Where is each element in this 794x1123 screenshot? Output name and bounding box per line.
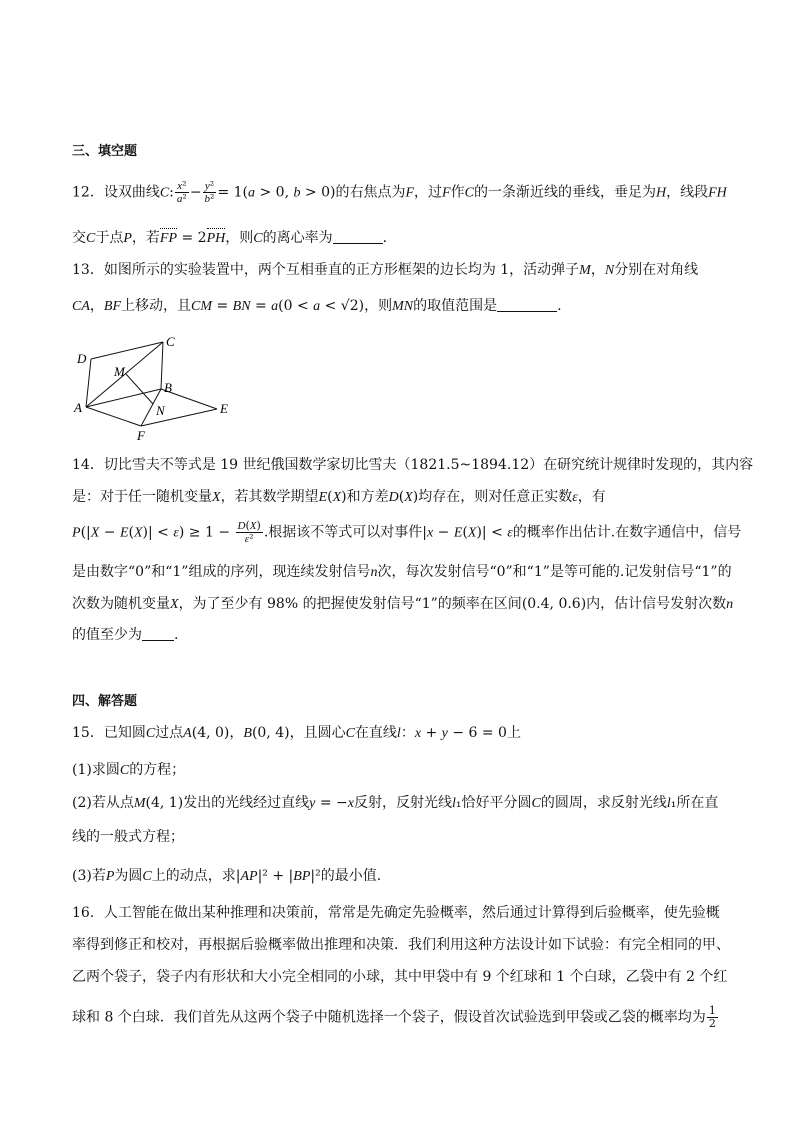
q14-line-1: 14．切比雪夫不等式是 19 世纪俄国数学家切比雪夫（1821.5~1894.12）在研究统计规律时发现的，其内容: [72, 457, 754, 473]
answer-blank-12[interactable]: [333, 229, 383, 244]
q13-line-2: CA，BF上移动，且CM = BN = a(0 < a < √2)，则MN的取值范围是 .: [72, 298, 562, 314]
q16-line-2: 率得到修正和校对，再根据后验概率做出推理和决策．我们利用这种方法设计如下试验：有完全相同的甲、: [72, 937, 730, 953]
figure-label-F: F: [137, 428, 145, 443]
q15-line-4: 线的一般式方程；: [72, 829, 184, 845]
fraction-y2-b2: $\frac{\text{y²}}{\text{b²}}$: [204, 179, 215, 205]
figure-label-C: C: [166, 334, 175, 349]
section-title-fill-in: 三、填空题: [72, 144, 138, 159]
q14-line-4: 是由数字“0”和“1”组成的序列，现连续发射信号n次，每次发射信号“0”和“1”是等可能的.记发射信号“1”的: [72, 564, 732, 580]
q16-line-3: 乙两个袋子，袋子内有形状和大小完全相同的小球，其中甲袋中有 9 个红球和 1 个白球，乙袋中有 2 个红: [72, 969, 728, 985]
q16-line-1: 16．人工智能在做出某种推理和决策前，常常是先确定先验概率，然后通过计算得到后验概率，使先验概: [72, 905, 720, 921]
q14-line-2: 是：对于任一随机变量X，若其数学期望E(X)和方差D(X)均存在，则对任意正实数ε，有: [72, 489, 606, 505]
q15-line-3: (2)若从点M(4, 1)发出的光线经过直线y = −x反射，反射光线l₁恰好平分圆C的圆周，求反射光线l₁所在直: [72, 795, 719, 811]
q15-line-2: (1)求圆C的方程；: [72, 762, 186, 778]
answer-blank-13[interactable]: [497, 297, 557, 312]
q13-figure: [72, 330, 242, 445]
figure-label-B: B: [164, 380, 172, 395]
q15-line-5: (3)若P为圆C上的动点，求|AP|² + |BP|²的最小值.: [72, 868, 382, 884]
fraction-one-half: $\frac{1}{2}$: [708, 1004, 716, 1030]
q16-line-4: 球和 8 个白球．我们首先从这两个袋子中随机选择一个袋子，假设首次试验选到甲袋或乙袋的概率均为 $\frac{1}{2}$: [72, 1004, 716, 1030]
q15-line-1: 15．已知圆C过点A(4, 0)，B(0, 4)，且圆心C在直线l：x + y − 6 = 0上: [72, 725, 521, 741]
figure-label-N: N: [156, 403, 165, 418]
answer-blank-14[interactable]: [142, 626, 174, 641]
figure-label-E: E: [220, 401, 228, 416]
q12-line-1: 12．设双曲线C: $\frac{\text{x²}}{\text{a²}}$ − $\frac{\text{y²}}{\text{b²}}$ = 1(a > 0, b > 0)的右焦点为F，过F作C的一条渐近线的垂线，垂足为H，线段FH: [72, 179, 727, 205]
fraction-x2-a2: $\frac{\text{x²}}{\text{a²}}$: [176, 179, 187, 205]
figure-label-A: A: [74, 400, 82, 415]
figure-label-D: D: [77, 351, 87, 366]
section-title-answers: 四、解答题: [72, 694, 138, 709]
figure-label-M: M: [114, 364, 125, 379]
q14-line-5: 次数为随机变量X，为了至少有 98% 的把握使发射信号“1”的频率在区间(0.4, 0.6)内，估计信号发射次数n: [72, 596, 734, 612]
q13-line-1: 13．如图所示的实验装置中，两个互相垂直的正方形框架的边长均为 1，活动弹子M，N分别在对角线: [72, 262, 699, 278]
fraction-DX-e2: $\frac{D(X)}{\text{ε²}}$: [237, 519, 261, 545]
q12-line-2: 交C于点P，若FP = 2PH，则C的离心率为 .: [72, 228, 724, 249]
q14-line-3: P(|X − E(X)| < ε) ≥ 1 − $\frac{D(X)}{\text{ε²}}$ .根据该不等式可以对事件|x − E(X)| < ε的概率作出估计.在数字通信中，信号: [72, 519, 742, 545]
q14-line-6: 的值至少为 .: [72, 627, 179, 643]
